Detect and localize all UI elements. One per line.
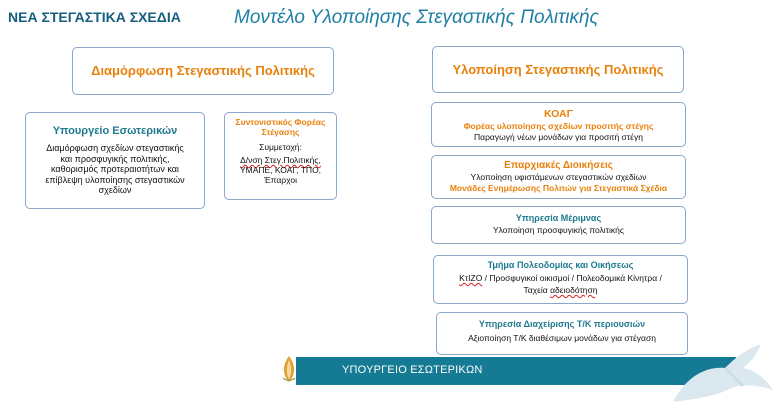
coordinator-title — [225, 117, 336, 137]
footer-label: ΥΠΟΥΡΓΕΙΟ ΕΣΩΤΕΡΙΚΩΝ — [342, 364, 483, 376]
koag-box — [431, 102, 686, 147]
merimnas-box — [431, 206, 686, 244]
ministry-title: Υπουργείο Εσωτερικών — [52, 125, 178, 137]
coordinator-members — [225, 142, 336, 185]
coordinator-member-line: Δ/νση Στεγ.Πολιτικής, — [240, 155, 321, 165]
dove-watermark-icon — [665, 338, 775, 404]
coordinator-member-line: Έπαρχοι — [263, 175, 297, 185]
coordinator-member-line: ΥΜΑΠΕ, ΚΟΑΓ, ΤΠΟ, — [239, 165, 322, 175]
tk-properties-title: Υπηρεσία Διαχείρισης Τ/Κ περιουσιών — [478, 319, 646, 329]
merimnas-description: Υλοποίηση προσφυγικής πολιτικής — [493, 225, 624, 235]
ministry-desc-line: σχεδίων — [98, 185, 132, 195]
ministry-desc-line: καθορισμός προτεραιοτήτων και — [51, 164, 179, 174]
districts-description: Υλοποίηση υφιστάμενων στεγαστικών σχεδίων — [470, 172, 647, 182]
koag-description: Παραγωγή νέων μονάδων για προσιτή στέγη — [474, 132, 643, 142]
page-subtitle: Μοντέλο Υλοποίησης Στεγαστικής Πολιτικής — [234, 7, 599, 28]
tk-properties-description: Αξιοποίηση Τ/Κ διαθέσιμων μονάδων για στέγαση — [468, 333, 656, 343]
planning-dept-desc-text: / Προσφυγικοί οικισμοί / Πολεοδομικά Κίνητρα / — [482, 273, 662, 283]
ministry-desc-line: και προσφυγικής πολιτικής, — [60, 153, 170, 164]
ktizo-text: ΚτΙΖΟ — [459, 273, 483, 283]
coordinator-title-line: Συντονιστικός Φορέας — [235, 117, 326, 127]
ministry-desc-line: Διαμόρφωση σχεδίων στεγαστικής — [46, 143, 184, 153]
planning-dept-description-line2 — [434, 285, 687, 295]
ministry-desc-line: επίβλεψη υλοποίησης στεγαστικών — [45, 174, 185, 185]
licensing-text: αδειοδότηση — [550, 285, 598, 295]
districts-units: Μονάδες Ενημέρωσης Πολιτών για Στεγαστικά Σχέδια — [449, 183, 668, 193]
coordinator-box — [224, 112, 337, 200]
districts-box — [431, 155, 686, 199]
planning-dept-box — [433, 255, 688, 304]
page-title: ΝΕΑ ΣΤΕΓΑΣΤΙΚΑ ΣΧΕΔΙΑ — [8, 9, 181, 25]
planning-dept-description-line1 — [434, 273, 687, 283]
policy-formation-heading: Διαμόρφωση Στεγαστικής Πολιτικής — [91, 63, 315, 78]
planning-dept-desc-text: Ταχεία — [523, 285, 551, 295]
policy-formation-box — [72, 47, 334, 95]
merimnas-title: Υπηρεσία Μέριμνας — [515, 213, 602, 223]
coordinator-title-line: Στέγασης — [261, 127, 300, 137]
koag-title: ΚΟΑΓ — [544, 108, 573, 120]
districts-title: Επαρχιακές Διοικήσεις — [504, 160, 613, 171]
ministry-description — [26, 143, 204, 196]
coordinator-participation-label: Συμμετοχή: — [259, 142, 302, 152]
tk-properties-box — [436, 312, 688, 355]
cyprus-emblem-icon — [280, 354, 298, 384]
koag-subtitle: Φορέας υλοποίησης σχεδίων προσιτής στέγης — [463, 121, 654, 131]
ministry-box — [25, 112, 205, 209]
planning-dept-title: Τμήμα Πολεοδομίας και Οικήσεως — [487, 260, 634, 270]
policy-implementation-heading: Υλοποίηση Στεγαστικής Πολιτικής — [452, 62, 664, 77]
policy-implementation-box — [432, 46, 684, 93]
